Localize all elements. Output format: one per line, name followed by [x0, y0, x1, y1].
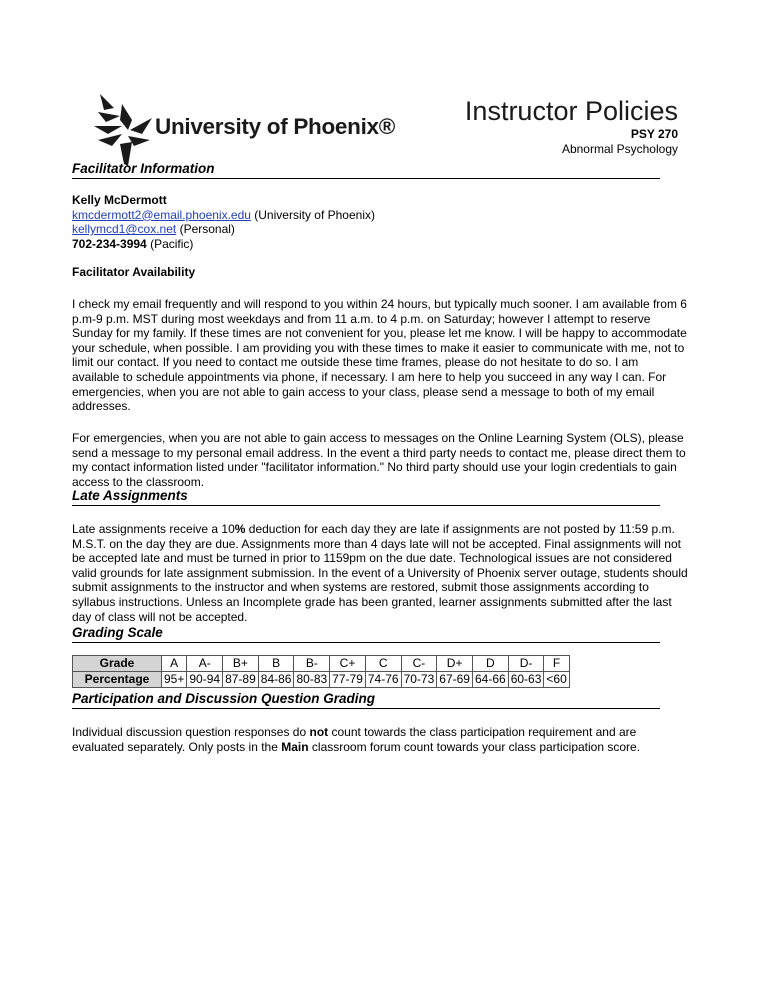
percentage-cell: 67-69	[437, 672, 473, 688]
page-title: Instructor Policies	[464, 96, 678, 126]
late-text-start: Late assignments receive a 10	[72, 522, 235, 536]
percentage-cell: 87-89	[223, 672, 259, 688]
email-link-university[interactable]: kmcdermott2@email.phoenix.edu	[72, 207, 251, 222]
availability-heading: Facilitator Availability	[72, 265, 196, 279]
grade-cell: C-	[401, 656, 437, 672]
percentage-cell: 84-86	[258, 672, 294, 688]
percentage-cell: 60-63	[508, 672, 544, 688]
percentage-row	[73, 672, 570, 688]
percentage-cell: 80-83	[294, 672, 330, 688]
title-block	[465, 96, 678, 157]
participation-text-main: Main	[281, 739, 309, 754]
grading-scale-heading: Grading Scale	[72, 625, 660, 643]
grade-cell: A	[162, 656, 187, 672]
facilitator-contact	[72, 193, 688, 251]
availability-paragraph-1: I check my email frequently and will respond to you within 24 hours, but typically much sooner. I am available from 6 p.m-9 p.m. MST during most weekdays and from 11 a.m. to 4 p.m. on Saturday; however I attempt to reserve Sunday for my family. If these times are not convenient for you, please let me know. I will be happy to accommodate your schedule, when possible. I am providing you with these times to make it easier to communicate with me, not to limit our contact. If you need to contact me outside these time frames, please do not hesitate to do so. I am available to schedule appointments via phone, if necessary. I am here to help you succeed in any way I can. For emergencies, when you are not able to gain access to your class, please send a message to both of my email addresses.	[72, 297, 687, 414]
percentage-cell: 77-79	[330, 672, 366, 688]
participation-text-2: count towards the class participation requirement and are evaluated separately. Only posts in the	[72, 725, 637, 754]
participation-text-1: Individual discussion question responses do	[72, 725, 310, 739]
grade-cell: F	[544, 656, 569, 672]
grade-cell: D	[472, 656, 508, 672]
percentage-cell: 74-76	[365, 672, 401, 688]
phone-number: 702-234-3994	[72, 236, 147, 251]
course-name: Abnormal Psychology	[561, 142, 678, 156]
availability-paragraph-2: For emergencies, when you are not able to gain access to messages on the Online Learning System (OLS), please send a message to my personal email address. In the event a third party needs to contact me, please direct them to my contact information listed under "facilitator information." No third party should use your login credentials to gain access to the classroom.	[72, 431, 686, 489]
percentage-cell: <60	[544, 672, 569, 688]
email-note-university: (University of Phoenix)	[250, 207, 375, 222]
participation-paragraph	[72, 725, 688, 754]
course-code: PSY 270	[630, 127, 678, 141]
percentage-cell: 95+	[162, 672, 187, 688]
grading-scale-table	[72, 655, 570, 688]
email-link-personal[interactable]: kellymcd1@cox.net	[72, 222, 177, 237]
grade-cell: C	[365, 656, 401, 672]
participation-text-not: not	[309, 725, 329, 739]
logo-wordmark: University of Phoenix®	[155, 114, 396, 139]
grade-cell: D-	[508, 656, 544, 672]
grade-cell: B+	[223, 656, 259, 672]
grade-cell: B	[258, 656, 294, 672]
percentage-cell: 70-73	[401, 672, 437, 688]
grade-cell: A-	[187, 656, 223, 672]
facilitator-name: Kelly McDermott	[72, 193, 167, 207]
participation-text-3: classroom forum count towards your class participation score.	[308, 739, 641, 754]
late-assignments-paragraph	[72, 522, 688, 624]
percentage-cell: 90-94	[187, 672, 223, 688]
facilitator-heading: Facilitator Information	[72, 161, 660, 179]
phone-note: (Pacific)	[146, 236, 194, 251]
grade-cell: D+	[437, 656, 473, 672]
late-text-percent: %	[234, 522, 246, 536]
late-text-rest: deduction for each day they are late if assignments are not posted by 11:59 p.m. M.S.T. on the day they are due. Assignments more than 4 days late will not be accepted. Final assignments will not be accepted late and must be turned in prior to 1159pm on the due date. Technological issues are not considered valid grounds for late assignment submission. In the event of a University of Phoenix server outage, students should submit assignments to the instructor and when systems are restored, submit those assignments according to syllabus instructions. Unless an Incomplete grade has been granted, learner assignments submitted after the last day of class will not be accepted.	[72, 522, 688, 624]
grade-row	[73, 656, 570, 672]
late-assignments-heading: Late Assignments	[72, 488, 660, 506]
grade-row-label: Grade	[73, 656, 162, 672]
percentage-row-label: Percentage	[73, 672, 162, 688]
percentage-cell: 64-66	[472, 672, 508, 688]
email-note-personal: (Personal)	[176, 222, 235, 237]
participation-heading: Participation and Discussion Question Grading	[72, 691, 660, 709]
grade-cell: B-	[294, 656, 330, 672]
grade-cell: C+	[330, 656, 366, 672]
